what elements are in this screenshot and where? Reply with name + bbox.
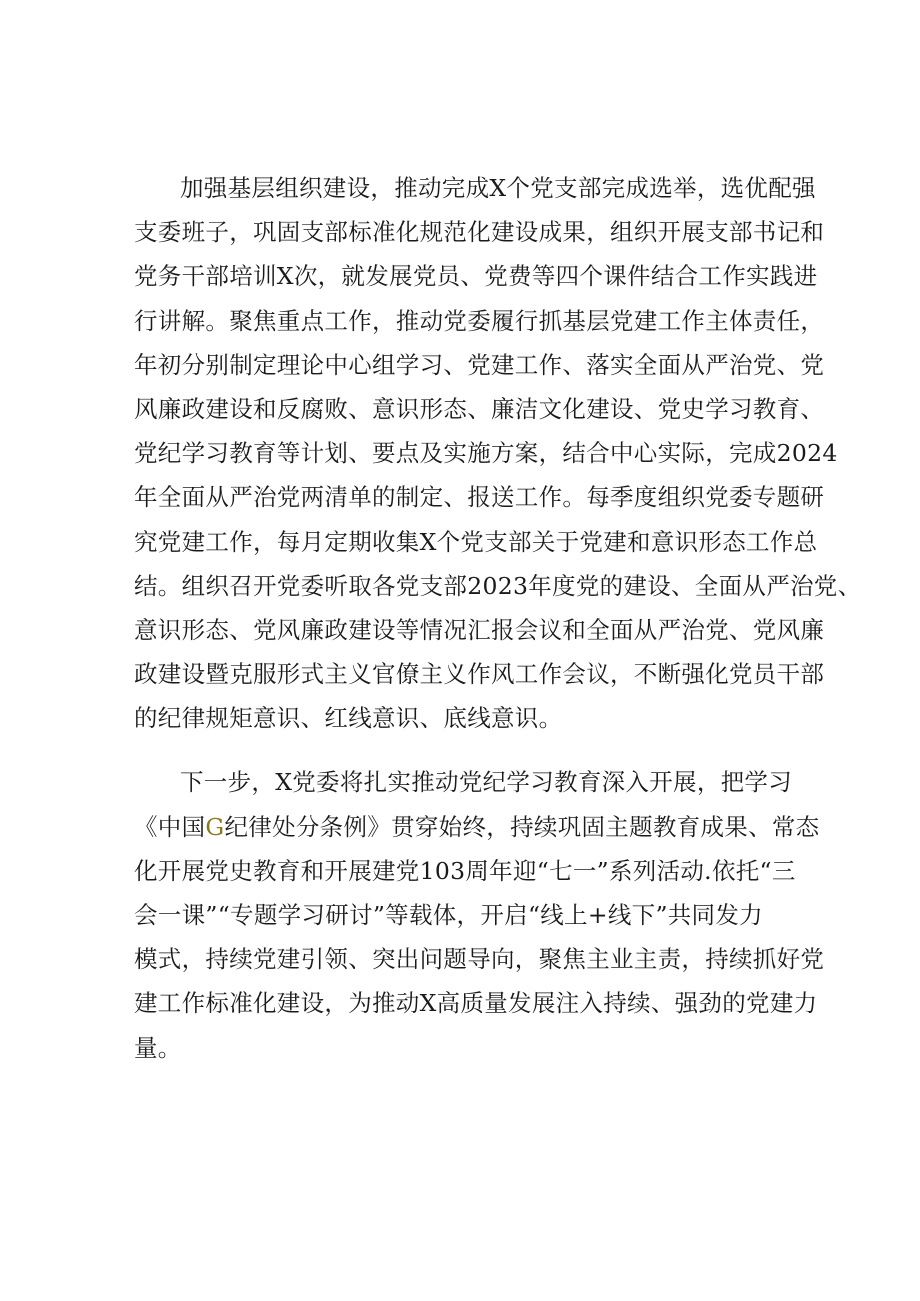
text-line: 加强基层组织建设，推动完成X个党支部完成选举，选优配强 — [180, 174, 816, 202]
text-line: 模式，持续党建引领、突出问题导向，聚焦主业主责，持续抓好党 — [134, 945, 825, 974]
paragraph-2 — [134, 760, 825, 1069]
text-line: 党务干部培训X次，就发展党员、党费等四个课件结合工作实践进 — [134, 262, 818, 291]
text-line: 意识形态、党风廉政建设等情况汇报会议和全面从严治党、党风廉 — [134, 615, 825, 644]
highlighted-letter: G — [205, 812, 225, 841]
text-line: 量。 — [134, 1033, 182, 1062]
text-line: 结。组织召开党委听取各党支部2023年度党的建设、全面从严治党、 — [134, 571, 862, 600]
text-line: 党纪学习教育等计划、要点及实施方案，结合中心实际，完成2024 — [134, 439, 838, 468]
text-line: 政建设暨克服形式主义官僚主义作风工作会议，不断强化党员干部 — [134, 660, 825, 689]
text-line: 化开展党史教育和开展建党103周年迎“七一”系列活动.依托“三 — [134, 856, 796, 885]
text-segment: 纪律处分条例》贯穿始终，持续巩固主题教育成果、常态 — [224, 812, 820, 841]
text-line: 会一课”“专题学习研讨”等载体，开启“线上+线下”共同发力 — [134, 901, 763, 929]
text-line: 风廉政建设和反腐败、意识形态、廉洁文化建设、党史学习教育、 — [134, 394, 825, 423]
text-line — [134, 805, 820, 849]
paragraph-1 — [134, 166, 862, 740]
text-line: 下一步，X党委将扎实推动党纪学习教育深入开展，把学习 — [180, 768, 793, 797]
text-line: 年初分别制定理论中心组学习、党建工作、落实全面从严治党、党 — [134, 350, 825, 379]
text-line: 支委班子，巩固支部标准化规范化建设成果，组织开展支部书记和 — [134, 218, 825, 247]
paragraph-spacer — [134, 740, 796, 760]
text-line: 究党建工作，每月定期收集X个党支部关于党建和意识形态工作总 — [134, 527, 818, 556]
text-line: 年全面从严治党两清单的制定、报送工作。每季度组织党委专题研 — [134, 483, 825, 512]
text-line: 行讲解。聚焦重点工作，推动党委履行抓基层党建工作主体责任， — [134, 306, 825, 335]
document-body — [134, 166, 862, 1070]
text-segment: 《中国 — [134, 812, 206, 841]
text-line: 建工作标准化建设，为推动X高质量发展注入持续、强劲的党建力 — [134, 989, 818, 1018]
text-line: 的纪律规矩意识、红线意识、底线意识。 — [134, 704, 563, 733]
